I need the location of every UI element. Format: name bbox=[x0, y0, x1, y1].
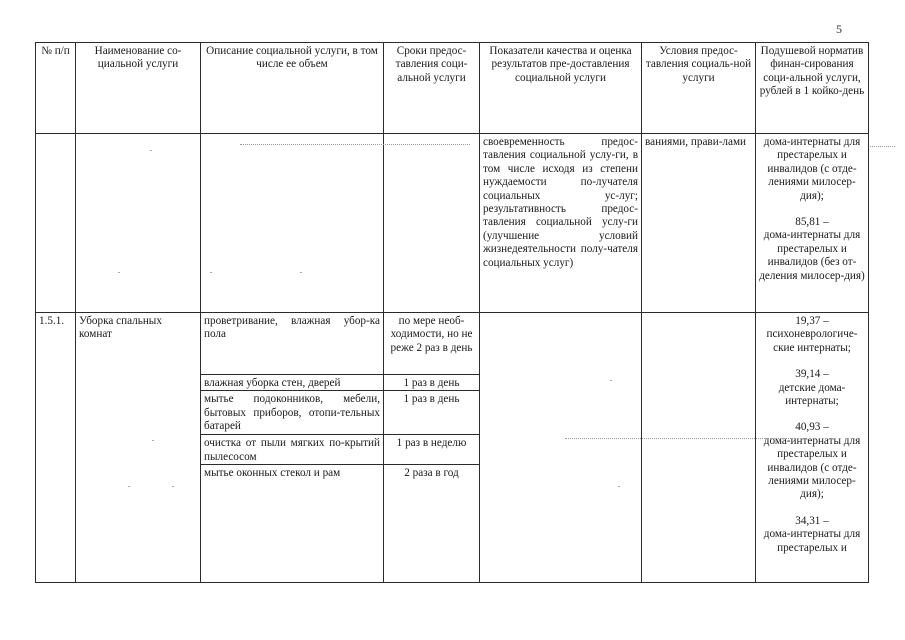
norm-value: 39,14 – bbox=[795, 368, 829, 381]
continuation-row bbox=[36, 134, 869, 313]
norm-text: дома-интернаты для престарелых и инвалидов (с отде-лениями милосер-дия); bbox=[763, 434, 861, 501]
cont-desc-cell bbox=[201, 134, 384, 313]
task-term: 1 раз в день bbox=[384, 375, 480, 391]
service-norm-cell bbox=[756, 313, 869, 583]
task-term: 1 раз в неделю bbox=[384, 435, 480, 465]
norm-text: дома-интернаты для престарелых и bbox=[763, 528, 861, 554]
cont-norm-cell bbox=[756, 134, 869, 313]
service-conditions-cell bbox=[642, 313, 756, 583]
cont-term-cell bbox=[384, 134, 480, 313]
scan-artifact bbox=[128, 486, 130, 487]
task-desc: влажная уборка стен, дверей bbox=[201, 375, 384, 391]
task-term: 2 раза в год bbox=[384, 465, 480, 583]
scan-artifact bbox=[152, 440, 154, 441]
scan-artifact bbox=[210, 272, 212, 273]
header-description: Описание социальной услуги, в том числе ее объем bbox=[201, 43, 384, 134]
cont-norm-b-text: дома-интернаты для престарелых и инвалидов (без от-деления милосер-дия) bbox=[759, 229, 865, 282]
scan-artifact bbox=[118, 272, 120, 273]
norm-value: 40,93 – bbox=[795, 421, 829, 434]
header-quality: Показатели качества и оценка результатов пре-доставления социальной услуги bbox=[480, 43, 642, 134]
scan-artifact bbox=[300, 272, 302, 273]
service-num: 1.5.1. bbox=[36, 313, 76, 583]
norm-text: детские дома-интернаты; bbox=[778, 381, 846, 408]
norm-value: 34,31 – bbox=[795, 514, 829, 527]
header-conditions: Условия предос-тавления социаль-ной услуги bbox=[642, 43, 756, 134]
service-name: Уборка спальных комнат bbox=[76, 313, 201, 583]
table-header-row bbox=[36, 43, 869, 134]
scan-artifact bbox=[240, 144, 470, 146]
cont-quality-cell: своевременность предос-тавления социальной услу-ги, в том числе исходя из степени нуждаемости по-лучателя социальных ус-луг; результативность предос-тавления социальной услу-ги (улучшение условий жизнедеятельности полу-чателя социальных услуг) bbox=[480, 134, 642, 313]
header-norm: Подушевой норматив финан-сирования соци-альной услуги, рублей в 1 койко-день bbox=[756, 43, 869, 134]
scan-artifact bbox=[870, 146, 895, 148]
scan-artifact bbox=[150, 150, 152, 151]
service-quality-cell bbox=[480, 313, 642, 583]
norm-text: психоневрологиче-ские интернаты; bbox=[766, 328, 858, 354]
scan-artifact bbox=[610, 380, 612, 381]
cont-num-cell bbox=[36, 134, 76, 313]
cont-conditions-cell: ваниями, прави-лами bbox=[642, 134, 756, 313]
header-name: Наименование со-циальной услуги bbox=[76, 43, 201, 134]
task-term: по мере необ-ходимости, но не реже 2 раз в день bbox=[384, 313, 480, 375]
cont-norm-a: дома-интернаты для престарелых и инвалидов (с отде-лениями милосер-дия); bbox=[763, 136, 861, 202]
cont-norm-b-value: 85,81 – bbox=[795, 216, 829, 229]
header-num: № п/п bbox=[36, 43, 76, 134]
scan-artifact bbox=[565, 438, 795, 440]
task-desc: мытье оконных стекол и рам bbox=[201, 465, 384, 583]
task-desc: мытье подоконников, мебели, бытовых приборов, отопи-тельных батарей bbox=[201, 391, 384, 435]
task-row bbox=[36, 313, 869, 375]
services-table bbox=[35, 42, 869, 583]
task-desc: проветривание, влажная убор-ка пола bbox=[201, 313, 384, 375]
header-terms: Сроки предос-тавления соци-альной услуги bbox=[384, 43, 480, 134]
scan-artifact bbox=[172, 486, 174, 487]
cont-name-cell bbox=[76, 134, 201, 313]
scan-artifact bbox=[618, 486, 620, 487]
task-term: 1 раз в день bbox=[384, 391, 480, 435]
page-number: 5 bbox=[836, 22, 842, 36]
norm-value: 19,37 – bbox=[795, 315, 829, 327]
task-desc: очистка от пыли мягких по-крытий пылесосом bbox=[201, 435, 384, 465]
